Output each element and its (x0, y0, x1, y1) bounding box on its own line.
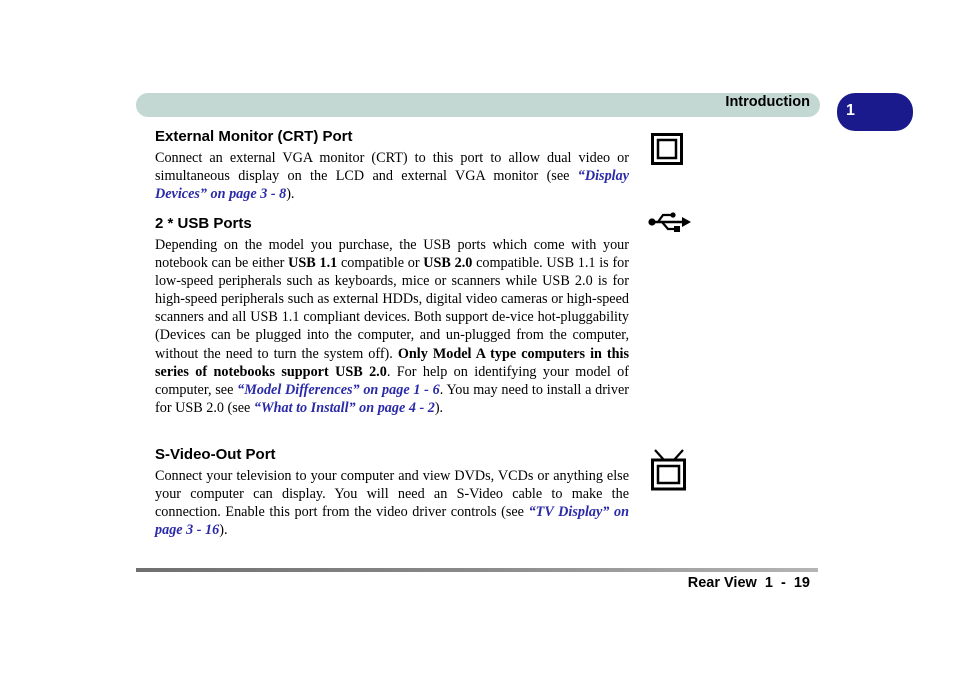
chapter-number: 1 (846, 102, 855, 119)
link-model-differences[interactable]: “Model Differences” on page 1 - 6 (237, 381, 440, 398)
section-heading: 2 * USB Ports (155, 215, 252, 232)
section-heading: External Monitor (CRT) Port (155, 128, 353, 145)
link-display-devices[interactable]: “Display Devices” on page 3 - 8 (155, 168, 629, 203)
chapter-tab[interactable] (837, 93, 913, 131)
link-what-to-install[interactable]: “What to Install” on page 4 - 2 (253, 399, 435, 416)
section-body: Connect your television to your computer and view DVDs, VCDs or anything else your computer can display. You will need an S-Video cable to make the connection. Enable this port from the video driver controls (see “TV Display” on page 3 - 16). (155, 468, 629, 539)
section-heading: S-Video-Out Port (155, 446, 276, 463)
section-body: Depending on the model you purchase, the USB ports which come with your notebook can be either USB 1.1 compatible or USB 2.0 compatible. USB 1.1 is for low-speed peripherals such as keyboards, mice or scanners while USB 2.0 is for high-speed peripherals such as external HDDs, digital video cameras or high-speed scanners and all USB 1.1 compliant devices. Both support de-vice hot-pluggability (Devices can be plugged into the computer, and un-plugged from the computer, without the need to turn the system off). Only Model A type computers in this series of notebooks support USB 2.0. For help on identifying your model of computer, see “Model Differences” on page 1 - 6. You may need to install a driver for USB 2.0 (see “What to Install” on page 4 - 2). (155, 237, 629, 416)
chapter-title: Introduction (725, 94, 810, 110)
section-crt-port (155, 128, 629, 203)
tv-icon (650, 448, 688, 492)
monitor-icon (651, 133, 683, 165)
page-footer: Rear View 1 - 19 (687, 575, 810, 591)
header-band (136, 93, 820, 117)
footer-rule (136, 568, 818, 572)
section-body: Connect an external VGA monitor (CRT) to this port to allow dual video or simultaneous display on the LCD and external VGA monitor (see “Display Devices” on page 3 - 8). (155, 150, 629, 203)
usb-icon (648, 212, 692, 234)
link-tv-display[interactable]: “TV Display” on page 3 - 16 (155, 504, 629, 539)
section-usb-ports (155, 215, 629, 417)
section-svideo-port (155, 446, 629, 539)
